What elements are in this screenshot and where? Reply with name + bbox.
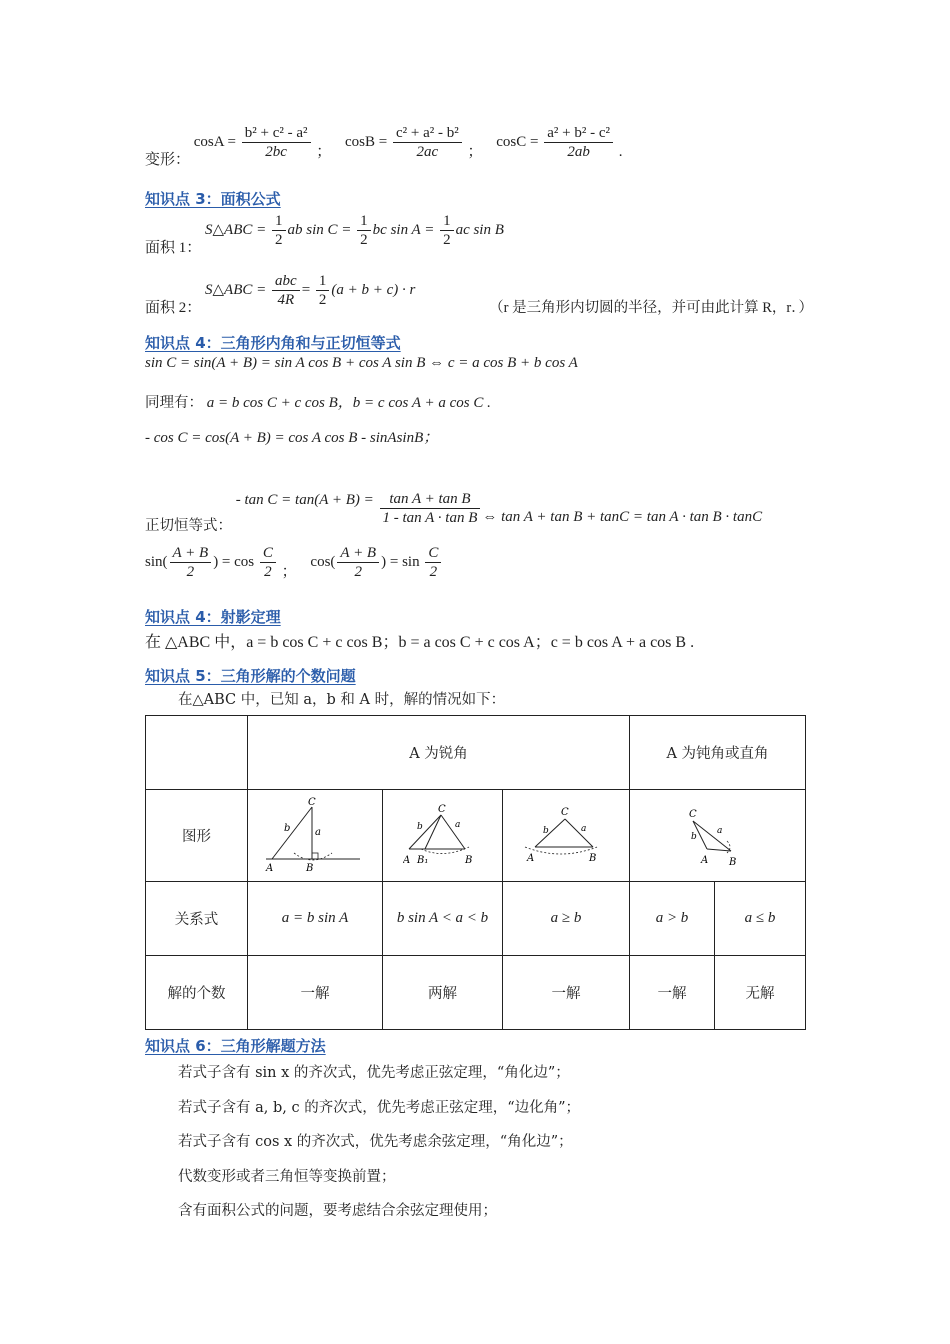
tan-lhs: - tan C = tan(A + B) =	[235, 491, 374, 508]
cosA-numerator: b² + c² - a²	[242, 124, 311, 143]
method-item: 代数变形或者三角恒等变换前置；	[178, 1169, 396, 1185]
relation-cell: a ≥ b	[503, 882, 630, 956]
triangle-diagram	[260, 795, 370, 877]
triangle-diagram	[521, 801, 611, 871]
heading-projection: 知识点 4：射影定理	[145, 608, 281, 626]
heading-kp3: 知识点 3：面积公式	[145, 190, 281, 208]
area1-bc: bc sin A =	[372, 221, 435, 238]
cos-sum-identity: - cos C = cos(A + B) = cos A cos B - sinAsinB；	[145, 430, 439, 446]
label-b: b	[416, 821, 423, 832]
count-cell: 无解	[715, 956, 806, 1030]
c-num: C	[425, 544, 441, 563]
count-cell: 一解	[630, 956, 715, 1030]
method-item: 若式子含有 cos x 的齐次式，优先考虑余弦定理，“角化边”；	[178, 1134, 573, 1150]
relation-cell: b sin A < a < b	[383, 882, 503, 956]
label-a: a	[315, 826, 321, 838]
figure-obtuse	[630, 790, 806, 882]
label-A: A	[700, 854, 708, 866]
tan-num: tan A + tan B	[380, 490, 481, 509]
area2-note: （r 是三角形内切圆的半径，并可由此计算 R，r．）	[489, 299, 813, 316]
c-half-fraction	[425, 544, 441, 581]
cosC-numerator: a² + b² - c²	[544, 124, 613, 143]
sin-sum-identity: sin C = sin(A + B) = sin A cos B + cos A sin B ⇔ c = a cos B + b cos A	[145, 355, 578, 371]
label-C: C	[561, 806, 569, 818]
ab-den: 2	[186, 564, 195, 580]
label-B1: B₁	[416, 854, 428, 866]
count-cell: 一解	[503, 956, 630, 1030]
area2-tail: (a + b + c) · r	[331, 281, 416, 298]
area1-lhs: S△ABC =	[205, 221, 267, 238]
cosC-denominator: 2ab	[567, 144, 590, 160]
half-num: 1	[316, 272, 330, 291]
projection-theorem: 在 △ABC 中，a = b cos C + c cos B；b = a cos C + c cos A；c = b cos A + a cos B .	[145, 634, 695, 651]
analogous-identity	[145, 391, 491, 412]
label-A: A	[402, 854, 410, 866]
half-fraction	[440, 212, 454, 249]
label-B: B	[464, 854, 472, 866]
label-b: b	[543, 825, 549, 836]
c-num: C	[260, 544, 276, 563]
cosC-lhs: cosC =	[496, 133, 539, 150]
equals: =	[301, 281, 311, 298]
figure-one-solution-right	[248, 790, 383, 882]
area1-ac: ac sin B	[455, 221, 504, 238]
row-label-figure: 图形	[146, 790, 248, 882]
label-B: B	[589, 852, 597, 864]
cosC-fraction	[544, 124, 613, 161]
separator: ；	[281, 563, 297, 580]
count-cell: 一解	[248, 956, 383, 1030]
half-den: 2	[318, 292, 327, 308]
half-fraction	[272, 212, 286, 249]
half-num: 1	[440, 212, 454, 231]
row-label-count: 解的个数	[146, 956, 248, 1030]
relation-cell: a ≤ b	[715, 882, 806, 956]
half-den: 2	[443, 232, 451, 248]
half-num: 1	[357, 212, 371, 231]
label-A: A	[266, 862, 274, 874]
label-C: C	[308, 796, 316, 808]
label-B: B	[306, 862, 314, 874]
figure-one-solution-acute	[503, 790, 630, 882]
analog-label: 同理有：	[145, 395, 203, 411]
label-a: a	[716, 825, 722, 836]
row-label-relation: 关系式	[146, 882, 248, 956]
analog-body: a = b cos C + c cos B，b = c cos A + a cos C .	[206, 395, 491, 411]
abc-fraction	[272, 272, 300, 309]
cosB-fraction	[393, 124, 462, 161]
tangent-identity	[145, 486, 763, 534]
triangle-diagram	[403, 801, 483, 871]
relation-cell: a = b sin A	[248, 882, 383, 956]
half-angle-identity	[145, 544, 443, 581]
c-den: 2	[429, 564, 438, 580]
cosine-transform-line	[145, 124, 623, 168]
header-obtuse: A 为钝角或直角	[630, 716, 806, 790]
half-angle-fraction	[337, 544, 379, 581]
half2-close: ) = sin	[381, 553, 420, 570]
count-cell: 两解	[383, 956, 503, 1030]
label-b: b	[284, 822, 291, 834]
abc-num: abc	[272, 272, 300, 291]
solution-count-table	[145, 715, 806, 1030]
half-den: 2	[360, 232, 368, 248]
area1-ab: ab sin C =	[287, 221, 352, 238]
triangle-diagram	[683, 801, 753, 871]
header-acute: A 为锐角	[248, 716, 630, 790]
half-fraction	[316, 272, 330, 309]
c-den: 2	[264, 564, 272, 580]
area2-label: 面积 2：	[145, 299, 202, 316]
method-item: 含有面积公式的问题，要考虑结合余弦定理使用；	[178, 1203, 497, 1219]
relation-cell: a > b	[630, 882, 715, 956]
area1-label: 面积 1：	[145, 239, 202, 256]
cosB-numerator: c² + a² - b²	[393, 124, 462, 143]
period: .	[618, 143, 623, 160]
label-B: B	[728, 856, 736, 868]
heading-kp4: 知识点 4：三角形内角和与正切恒等式	[145, 334, 401, 352]
ab-num: A + B	[170, 544, 212, 563]
ab-den: 2	[354, 564, 363, 580]
half-num: 1	[272, 212, 286, 231]
ab-num: A + B	[337, 544, 379, 563]
cosB-lhs: cosB =	[345, 133, 388, 150]
cosA-denominator: 2bc	[265, 144, 287, 160]
area-formula-1	[145, 212, 504, 256]
label-C: C	[688, 808, 697, 820]
c-half-fraction	[260, 544, 276, 581]
tan-label: 正切恒等式：	[145, 517, 232, 534]
cosB-denominator: 2ac	[416, 144, 439, 160]
label-a: a	[581, 823, 587, 834]
heading-kp5: 知识点 5：三角形解的个数问题	[145, 667, 356, 685]
cosA-fraction	[242, 124, 311, 161]
tan-den: 1 - tan A · tan B	[382, 510, 478, 526]
label-C: C	[437, 803, 446, 815]
label-A: A	[527, 852, 535, 864]
label-b: b	[690, 831, 697, 842]
figure-two-solutions	[383, 790, 503, 882]
heading-kp6: 知识点 6：三角形解题方法	[145, 1037, 326, 1055]
area-formula-2	[145, 272, 813, 316]
table-corner	[146, 716, 248, 790]
transform-label: 变形：	[145, 151, 191, 168]
separator: ；	[316, 143, 332, 160]
half2-open: cos(	[310, 553, 336, 570]
tan-fraction	[380, 490, 481, 527]
half1-close: ) = cos	[213, 553, 255, 570]
cosA-lhs: cosA =	[193, 133, 236, 150]
kp5-intro: 在△ABC 中，已知 a，b 和 A 时，解的情况如下：	[178, 692, 506, 708]
tan-tail: ⇔ tan A + tan B + tanC = tan A · tan B · tanC	[482, 508, 763, 525]
half-den: 2	[275, 232, 283, 248]
label-a: a	[454, 819, 460, 830]
abc-den: 4R	[277, 292, 295, 308]
half-fraction	[357, 212, 371, 249]
separator: ；	[467, 143, 483, 160]
half1-open: sin(	[145, 553, 168, 570]
area2-lhs: S△ABC =	[205, 281, 267, 298]
method-item: 若式子含有 a, b, c 的齐次式，优先考虑正弦定理，“边化角”；	[178, 1100, 581, 1116]
half-angle-fraction	[170, 544, 212, 581]
method-item: 若式子含有 sin x 的齐次式，优先考虑正弦定理，“角化边”；	[178, 1065, 570, 1081]
